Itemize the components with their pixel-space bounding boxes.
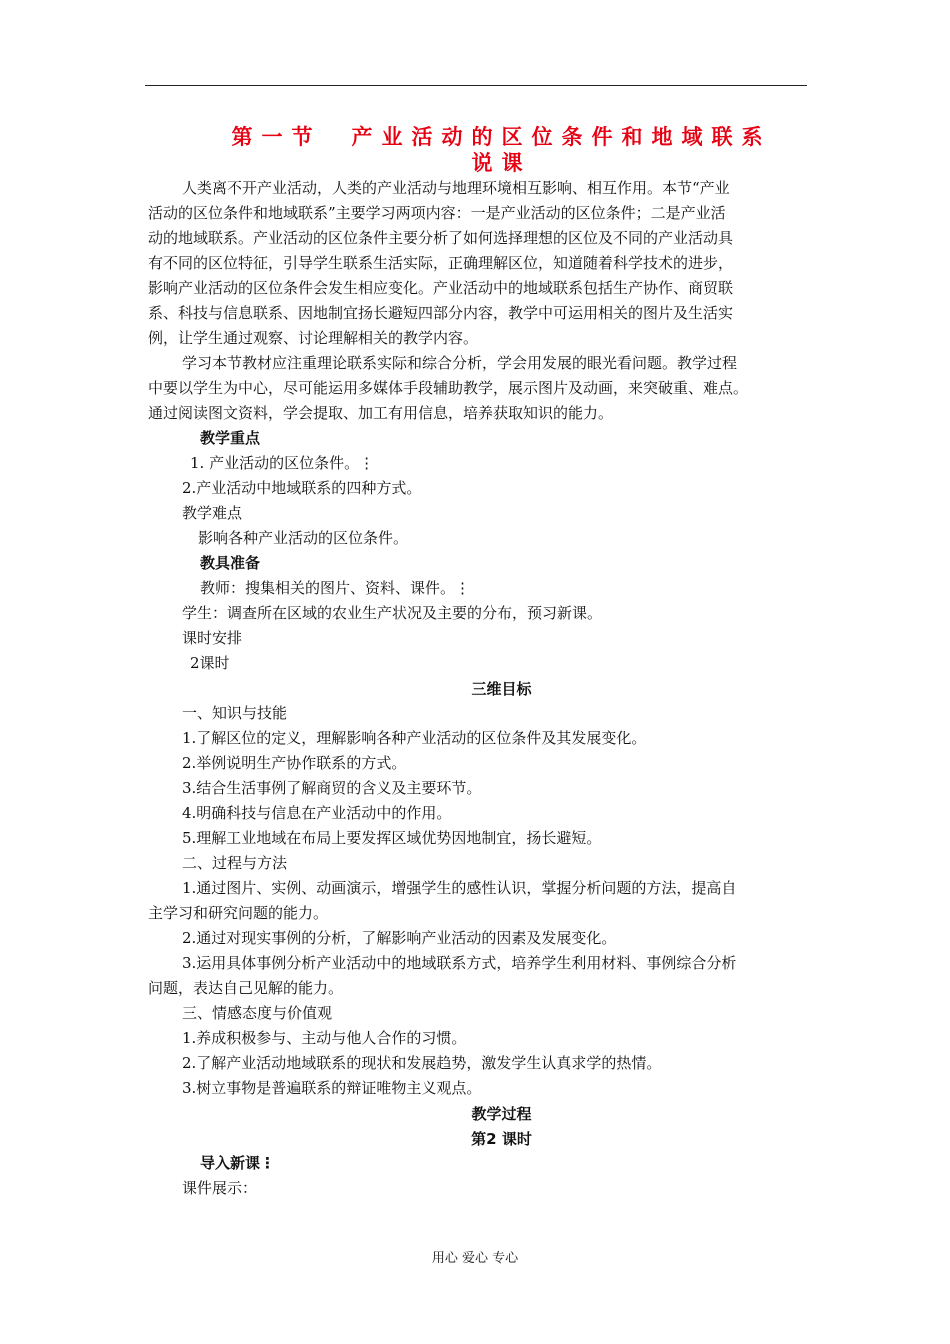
- schedule-heading: 课时安排: [182, 629, 243, 647]
- goal-item: 1.了解区位的定义，理解影响各种产业活动的区位条件及其发展变化。: [182, 729, 647, 747]
- goals-section-heading: 二、过程与方法: [182, 854, 288, 872]
- tools-student: 学生：调查所在区域的农业生产状况及主要的分布，预习新课。: [182, 604, 603, 622]
- difficulty-heading: 教学难点: [182, 504, 243, 522]
- goal-item: 5.理解工业地域在布局上要发挥区域优势因地制宜，扬长避短。: [182, 829, 602, 847]
- goal-item: 1.养成积极参与、主动与他人合作的习惯。: [182, 1029, 467, 1047]
- intro-p1-line: 例，让学生通过观察、讨论理解相关的教学内容。: [148, 329, 479, 347]
- page-subtitle: 说课: [471, 151, 532, 175]
- goal-item: 1.通过图片、实例、动画演示，增强学生的感性认识，掌握分析问题的方法，提高自: [182, 879, 737, 897]
- intro-p1-line: 动的地域联系。产业活动的区位条件主要分析了如何选择理想的区位及不同的产业活动具: [148, 229, 734, 247]
- intro-lesson-heading: 导入新课⋮: [200, 1154, 276, 1172]
- goal-item: 4.明确科技与信息在产业活动中的作用。: [182, 804, 452, 822]
- goal-item: 问题，表达自己见解的能力。: [148, 979, 344, 997]
- tools-teacher: 教师：搜集相关的图片、资料、课件。⋮: [200, 579, 471, 597]
- goal-item: 2.了解产业活动地域联系的现状和发展趋势，激发学生认真求学的热情。: [182, 1054, 662, 1072]
- intro-p1-line: 影响产业活动的区位条件会发生相应变化。产业活动中的地域联系包括生产协作、商贸联: [148, 279, 734, 297]
- goal-item: 3.结合生活事例了解商贸的含义及主要环节。: [182, 779, 482, 797]
- goal-item: 主学习和研究问题的能力。: [148, 904, 329, 922]
- intro-p1-line: 有不同的区位特征，引导学生联系生活实际，正确理解区位，知道随着科学技术的进步，: [148, 254, 734, 272]
- tools-heading: 教具准备: [200, 554, 261, 572]
- schedule-value: 2课时: [190, 654, 230, 672]
- intro-p1-line: 系、科技与信息联系、因地制宜扬长避短四部分内容，教学中可运用相关的图片及生活实: [148, 304, 734, 322]
- key-point-item: 2.产业活动中地域联系的四种方式。: [182, 479, 422, 497]
- header-rule: [145, 85, 807, 86]
- goal-item: 2.举例说明生产协作联系的方式。: [182, 754, 407, 772]
- goal-item: 2.通过对现实事例的分析，了解影响产业活动的因素及发展变化。: [182, 929, 617, 947]
- difficulty-item: 影响各种产业活动的区位条件。: [198, 529, 409, 547]
- goals-heading: 三维目标: [471, 680, 532, 698]
- courseware-label: 课件展示：: [182, 1179, 258, 1197]
- intro-p2-line: 学习本节教材应注重理论联系实际和综合分析，学会用发展的眼光看问题。教学过程: [182, 354, 738, 372]
- page-title: 第一节 产业活动的区位条件和地域联系: [231, 125, 772, 149]
- lesson-number: 第2 课时: [471, 1130, 532, 1148]
- goals-section-heading: 一、知识与技能: [182, 704, 288, 722]
- key-points-heading: 教学重点: [200, 429, 261, 447]
- goal-item: 3.运用具体事例分析产业活动中的地域联系方式，培养学生利用材料、事例综合分析: [182, 954, 737, 972]
- intro-p1-line: 人类离不开产业活动，人类的产业活动与地理环境相互影响、相互作用。本节“产业: [182, 179, 730, 197]
- goal-item: 3.树立事物是普遍联系的辩证唯物主义观点。: [182, 1079, 482, 1097]
- process-heading: 教学过程: [471, 1105, 532, 1123]
- key-point-item: 1. 产业活动的区位条件。⋮: [190, 454, 375, 472]
- intro-p2-line: 中要以学生为中心，尽可能运用多媒体手段辅助教学，展示图片及动画，来突破重、难点。: [148, 379, 749, 397]
- goals-section-heading: 三、情感态度与价值观: [182, 1004, 333, 1022]
- intro-p1-line: 活动的区位条件和地域联系”主要学习两项内容：一是产业活动的区位条件；二是产业活: [148, 204, 726, 222]
- intro-p2-line: 通过阅读图文资料，学会提取、加工有用信息，培养获取知识的能力。: [148, 404, 614, 422]
- page-footer: 用心 爱心 专心: [431, 1251, 519, 1266]
